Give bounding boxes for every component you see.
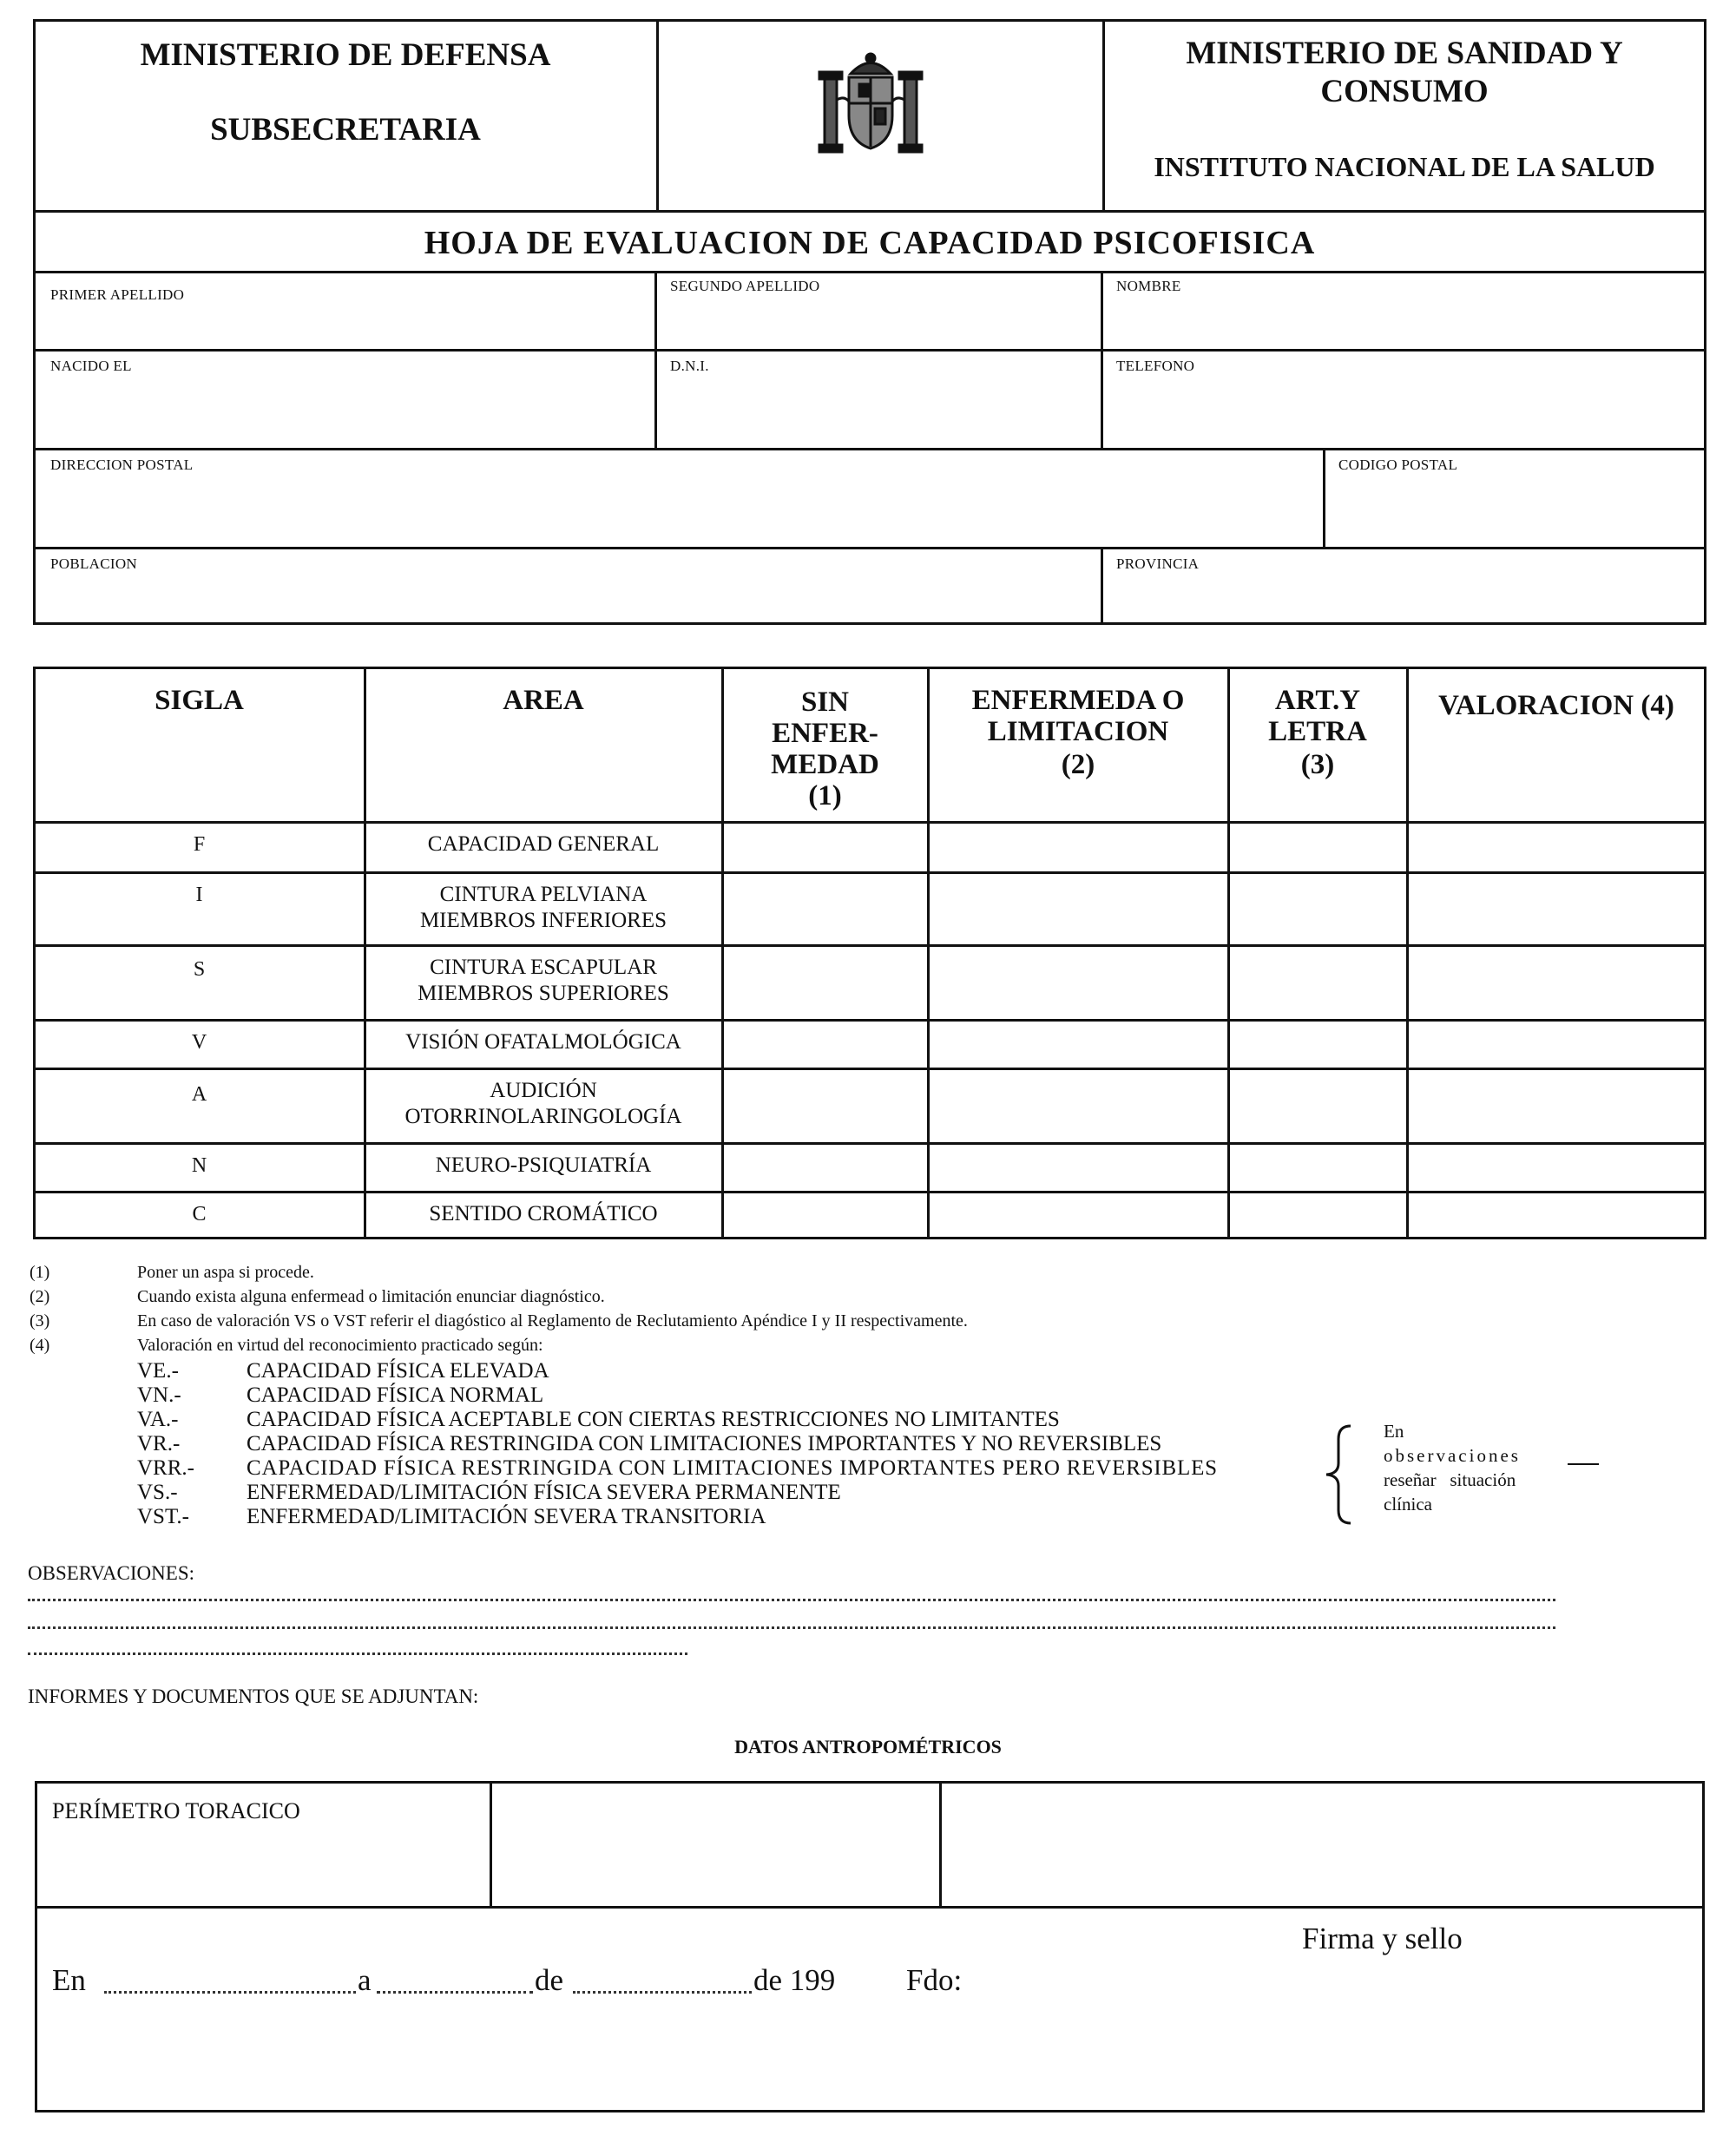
sigla-a: A	[191, 1083, 207, 1106]
trow-6	[33, 1191, 1706, 1193]
area-capacidad-general: CAPACIDAD GENERAL	[427, 832, 660, 856]
antropometric-field-3[interactable]	[943, 1784, 1701, 1902]
ministry-defense-title: MINISTERIO DE DEFENSA	[140, 37, 551, 73]
curly-bracket-icon	[1321, 1423, 1356, 1526]
ministry-health-title-2: CONSUMO	[1320, 74, 1489, 109]
dni-field[interactable]	[658, 380, 1097, 445]
informes-label: INFORMES Y DOCUMENTOS QUE SE ADJUNTAN:	[28, 1685, 479, 1707]
val-code-vst: VST.-	[137, 1505, 189, 1528]
tcol-5	[1406, 667, 1409, 1239]
area-cromatico: SENTIDO CROMÁTICO	[429, 1202, 658, 1225]
observaciones-line-3[interactable]	[28, 1652, 687, 1655]
col-line-c	[1323, 448, 1325, 547]
perimetro-toracico-label: PERÍMETRO TORACICO	[52, 1798, 300, 1823]
col-line-a	[654, 271, 657, 448]
val-code-vs: VS.-	[137, 1481, 178, 1504]
sign-month-line[interactable]	[573, 1991, 752, 1994]
telefono-label: TELEFONO	[1116, 358, 1195, 374]
ministry-health-title-1: MINISTERIO DE SANIDAD Y	[1186, 36, 1623, 71]
sign-place-line[interactable]	[104, 1991, 356, 1994]
trow-0	[33, 821, 1706, 824]
codigo-postal-label: CODIGO POSTAL	[1338, 457, 1458, 473]
bracket-note-4: clínica	[1384, 1494, 1432, 1515]
footnote-text-4: Valoración en virtud del reconocimiento practicado según:	[137, 1336, 543, 1355]
col-header-enf-2: LIMITACION	[987, 716, 1169, 747]
area-audicion: AUDICIÓN	[490, 1079, 597, 1102]
provincia-label: PROVINCIA	[1116, 555, 1200, 572]
val-code-va: VA.-	[137, 1408, 179, 1431]
area-neuro: NEURO-PSIQUIATRÍA	[435, 1153, 652, 1177]
col-header-sigla: SIGLA	[155, 685, 244, 716]
val-code-ve: VE.-	[137, 1359, 179, 1383]
row-line-1	[33, 271, 1706, 273]
val-code-vrr: VRR.-	[137, 1456, 194, 1480]
sign-de: de	[535, 1963, 564, 1997]
col-header-art-1: ART.Y	[1274, 685, 1361, 716]
footnote-text-3: En caso de valoración VS o VST referir el diagóstico al Reglamento de Reclutamiento Apéndice I y II respectivamente.	[137, 1311, 968, 1331]
col-header-art-3: (3)	[1300, 749, 1335, 780]
poblacion-label: POBLACION	[50, 555, 137, 572]
direccion-postal-field[interactable]	[36, 479, 1319, 544]
trow-1	[33, 871, 1706, 874]
segundo-apellido-field[interactable]	[658, 299, 1097, 347]
val-desc-vr: CAPACIDAD FÍSICA RESTRINGIDA CON LIMITACIONES IMPORTANTES Y NO REVERSIBLES	[247, 1432, 1162, 1455]
insalud-title: INSTITUTO NACIONAL DE LA SALUD	[1154, 151, 1655, 182]
nacido-el-label: NACIDO EL	[50, 358, 132, 374]
footnote-num-2: (2)	[30, 1287, 50, 1306]
sigla-v: V	[191, 1031, 207, 1054]
poblacion-field[interactable]	[36, 577, 1097, 622]
row-line-4	[33, 547, 1706, 549]
signature-area[interactable]	[972, 1953, 1701, 2109]
primer-apellido-field[interactable]	[36, 308, 651, 347]
observaciones-line-2[interactable]	[28, 1626, 1555, 1629]
trow-3	[33, 1019, 1706, 1022]
val-desc-vs: ENFERMEDAD/LIMITACIÓN FÍSICA SEVERA PERMANENTE	[247, 1481, 841, 1504]
nombre-label: NOMBRE	[1116, 278, 1181, 294]
observaciones-line-1[interactable]	[28, 1599, 1555, 1601]
direccion-postal-label: DIRECCION POSTAL	[50, 457, 194, 473]
primer-apellido-label: PRIMER APELLIDO	[50, 286, 185, 303]
codigo-postal-field[interactable]	[1326, 479, 1703, 544]
col-header-area: AREA	[503, 685, 584, 716]
bracket-note-3: reseñar situación	[1384, 1469, 1516, 1490]
dni-label: D.N.I.	[670, 358, 709, 374]
col-header-sin-1: SIN	[800, 687, 850, 718]
col-header-enf-1: ENFERMEDA O	[971, 685, 1185, 716]
sigla-f: F	[193, 833, 206, 856]
col-header-sin-3: MEDAD	[771, 749, 879, 780]
observaciones-label: OBSERVACIONES:	[28, 1562, 194, 1584]
val-desc-ve: CAPACIDAD FÍSICA ELEVADA	[247, 1359, 549, 1383]
col-header-sin-2: ENFER-	[772, 718, 878, 749]
area-vision: VISIÓN OFATALMOLÓGICA	[405, 1030, 681, 1054]
footnote-text-1: Poner un aspa si procede.	[137, 1263, 314, 1282]
trow-5	[33, 1142, 1706, 1145]
firma-sello-label: Firma y sello	[1302, 1922, 1463, 1955]
val-code-vr: VR.-	[137, 1432, 181, 1455]
area-otorrino: OTORRINOLARINGOLOGÍA	[404, 1105, 682, 1128]
val-code-vn: VN.-	[137, 1383, 181, 1407]
footnote-text-2: Cuando exista alguna enfermead o limitación enunciar diagnóstico.	[137, 1287, 605, 1306]
coat-of-arms-icon	[814, 48, 927, 161]
footnote-num-1: (1)	[30, 1263, 50, 1282]
val-desc-vst: ENFERMEDAD/LIMITACIÓN SEVERA TRANSITORIA	[247, 1505, 766, 1528]
col-line-d	[1101, 547, 1103, 625]
sigla-s: S	[193, 958, 206, 981]
col-header-enf-3: (2)	[1061, 749, 1095, 780]
val-desc-va: CAPACIDAD FÍSICA ACEPTABLE CON CIERTAS RESTRICCIONES NO LIMITANTES	[247, 1408, 1060, 1431]
antropometric-divider	[35, 1906, 1705, 1909]
col-header-art-2: LETRA	[1268, 716, 1367, 747]
val-desc-vrr: CAPACIDAD FÍSICA RESTRINGIDA CON LIMITACIONES IMPORTANTES PERO REVERSIBLES	[247, 1456, 1218, 1480]
area-miembros-superiores: MIEMBROS SUPERIORES	[418, 982, 669, 1005]
sign-a: a	[358, 1963, 372, 1997]
nombre-field[interactable]	[1104, 299, 1703, 347]
area-cintura-escapular: CINTURA ESCAPULAR	[430, 956, 657, 979]
sign-fdo: Fdo:	[906, 1963, 963, 1997]
form-title: HOJA DE EVALUACION DE CAPACIDAD PSICOFISICA	[424, 225, 1316, 261]
val-desc-vn: CAPACIDAD FÍSICA NORMAL	[247, 1383, 544, 1407]
sign-de-199: de 199	[753, 1963, 836, 1997]
trow-2	[33, 944, 1706, 947]
sigla-c: C	[192, 1203, 207, 1225]
row-line-2	[33, 349, 1706, 352]
col-header-valoracion: VALORACION (4)	[1438, 690, 1674, 721]
col-line-b	[1101, 271, 1103, 448]
col-header-sin-4: (1)	[808, 780, 842, 811]
datos-antropometricos-title: DATOS ANTROPOMÉTRICOS	[734, 1736, 1002, 1758]
bracket-note-underline	[1568, 1463, 1599, 1465]
area-cintura-pelviana: CINTURA PELVIANA	[439, 883, 648, 906]
telefono-field[interactable]	[1104, 380, 1703, 445]
sign-en: En	[52, 1963, 86, 1997]
antropometric-col-2	[939, 1781, 942, 1906]
footnote-num-3: (3)	[30, 1311, 50, 1331]
provincia-field[interactable]	[1104, 577, 1703, 622]
footnote-num-4: (4)	[30, 1336, 50, 1355]
sign-day-line[interactable]	[377, 1991, 533, 1994]
antropometric-col-1	[490, 1781, 492, 1906]
trow-4	[33, 1068, 1706, 1070]
subsecretaria-title: SUBSECRETARIA	[210, 112, 481, 148]
area-miembros-inferiores: MIEMBROS INFERIORES	[419, 909, 667, 932]
sigla-i: I	[195, 884, 203, 906]
bracket-note-2: observaciones	[1384, 1445, 1521, 1466]
segundo-apellido-label: SEGUNDO APELLIDO	[670, 278, 820, 294]
antropometric-field-2[interactable]	[493, 1784, 936, 1902]
row-line-3	[33, 448, 1706, 450]
sigla-n: N	[191, 1154, 207, 1177]
bracket-note-1: En	[1384, 1421, 1404, 1442]
nacido-el-field[interactable]	[36, 380, 651, 445]
header-divider-left	[656, 19, 659, 213]
